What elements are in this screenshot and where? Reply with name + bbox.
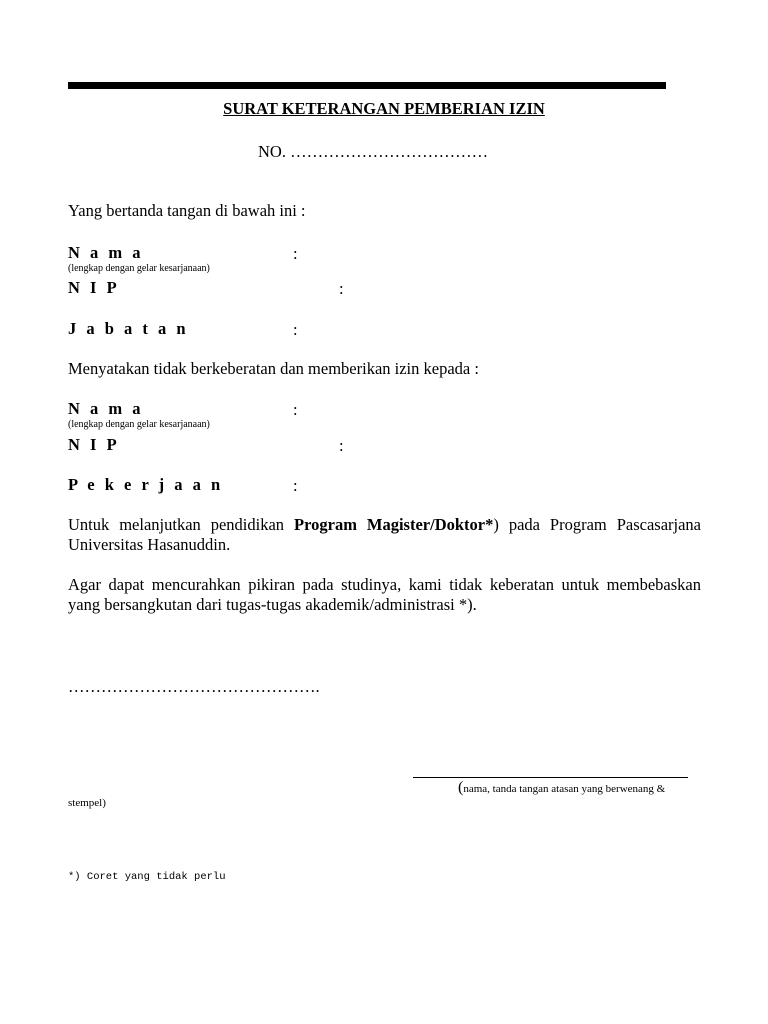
- paragraph-release: Agar dapat mencurahkan pikiran pada studinya, kami tidak keberatan untuk membebaskan yang bersangkutan dari tugas-tugas akademik/administrasi *).: [68, 575, 701, 614]
- signature-line: [413, 777, 688, 778]
- signer-nip-colon: :: [339, 279, 344, 298]
- place-date-line: ……………………………………….: [68, 677, 320, 696]
- signer-name-colon: :: [293, 244, 298, 263]
- recipient-nip-colon: :: [339, 436, 344, 455]
- paragraph-program-part2: ) pada Program Pascasarjana Universitas Hasanuddin.: [68, 515, 702, 554]
- recipient-name-colon: :: [293, 400, 298, 419]
- top-rule: [68, 82, 666, 89]
- signature-paren: (: [458, 779, 464, 796]
- intro-text: Yang bertanda tangan di bawah ini :: [68, 201, 306, 220]
- paragraph-program: [68, 515, 701, 555]
- signature-caption: [458, 779, 665, 797]
- paragraph-program-part1: Untuk melanjutkan pendidikan: [68, 515, 295, 534]
- footnote: *) Coret yang tidak perlu: [68, 871, 226, 883]
- signer-position-label: J a b a t a n: [68, 319, 189, 338]
- document-number: NO. ………………………………: [258, 142, 489, 161]
- recipient-nip-label: N I P: [68, 435, 120, 454]
- signer-name-hint: (lengkap dengan gelar kesarjanaan): [68, 263, 210, 274]
- signer-name-label: N a m a: [68, 243, 144, 262]
- signature-caption-cont: stempel): [68, 797, 106, 809]
- signer-position-colon: :: [293, 320, 298, 339]
- recipient-job-label: P e k e r j a a n: [68, 475, 224, 494]
- recipient-job-colon: :: [293, 476, 298, 495]
- document-title: SURAT KETERANGAN PEMBERIAN IZIN: [223, 99, 545, 118]
- recipient-name-hint: (lengkap dengan gelar kesarjanaan): [68, 419, 210, 430]
- paragraph-program-bold: Program Magister/Doktor*: [294, 515, 494, 534]
- statement-text: Menyatakan tidak berkeberatan dan memberikan izin kepada :: [68, 359, 479, 378]
- signer-nip-label: N I P: [68, 278, 120, 297]
- recipient-name-label: N a m a: [68, 399, 144, 418]
- signature-caption-text: nama, tanda tangan atasan yang berwenang &: [463, 783, 666, 795]
